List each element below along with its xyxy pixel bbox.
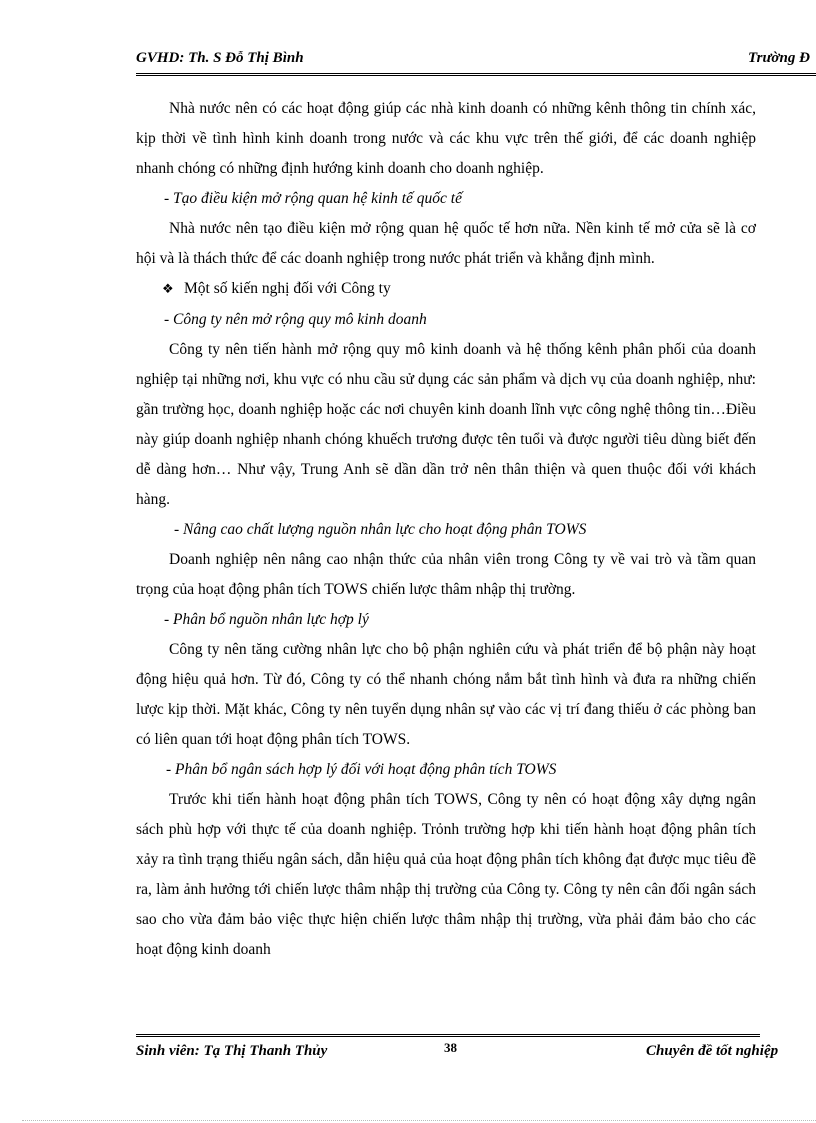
- subheading-budget: - Phân bổ ngân sách hợp lý đối với hoạt động phân tích TOWS: [166, 761, 557, 778]
- header-school: Trường Đ: [748, 50, 810, 66]
- page-body: [136, 94, 756, 965]
- footer-thesis-type: Chuyên đề tốt nghiệp: [646, 1043, 779, 1059]
- bullet-label: Một số kiến nghị đối với Công ty: [184, 280, 391, 297]
- paragraph-info-channels: Nhà nước nên có các hoạt động giúp các nhà kinh doanh có những kênh thông tin chính xác, kịp thời về tình hình kinh doanh trong nước và các khu vực trên thế giới, để các doanh nghiệp nhanh chóng có những định hướng kinh doanh cho doanh nghiệp.: [136, 100, 756, 177]
- paragraph-budget: Trước khi tiến hành hoạt động phân tích TOWS, Công ty nên có hoạt động xây dựng ngân sách phù hợp với thực tế của doanh nghiệp. Trỏnh trường hợp khi tiến hành hoạt động phân tích xảy ra tình trạng thiếu ngân sách, dẫn hiệu quả của hoạt động phân tích không đạt được mục tiêu đề ra, làm ảnh hưởng tới chiến lược thâm nhập thị trường của Công ty. Công ty nên cân đối ngân sách sao cho vừa đảm bảo việc thực hiện chiến lược thâm nhập thị trường, vừa phải đảm bảo cho các hoạt động kinh doanh: [136, 791, 756, 958]
- paragraph-allocate-staff: Công ty nên tăng cường nhân lực cho bộ phận nghiên cứu và phát triển để bộ phận này hoạt động hiệu quả hơn. Từ đó, Công ty có thể nhanh chóng nắm bắt tình hình và đưa ra những chiến lược kịp thời. Mặt khác, Công ty nên tuyển dụng nhân sự vào các vị trí đang thiếu ở các phòng ban có liên quan tới hoạt động phân tích TOWS.: [136, 641, 756, 748]
- paragraph-human-resources: Doanh nghiệp nên nâng cao nhận thức của nhân viên trong Công ty về vai trò và tầm quan trọng của hoạt động phân tích TOWS chiến lược thâm nhập thị trường.: [136, 551, 756, 598]
- page-number: 38: [444, 1040, 457, 1055]
- subheading-human-resources: - Nâng cao chất lượng nguồn nhân lực cho hoạt động phân TOWS: [174, 521, 587, 538]
- paragraph-international-relations: Nhà nước nên tạo điều kiện mở rộng quan hệ quốc tế hơn nữa. Nền kinh tế mở cửa sẽ là cơ hội và là thách thức để các doanh nghiệp trong nước phát triển và khẳng định mình.: [136, 220, 756, 267]
- page-edge-dotted-line: [22, 1120, 816, 1121]
- subheading-international-relations: - Tạo điều kiện mở rộng quan hệ kinh tế quốc tế: [164, 190, 462, 207]
- bullet-company-recommendations: [136, 274, 756, 305]
- footer-student: Sinh viên: Tạ Thị Thanh Thủy: [136, 1043, 328, 1059]
- paragraph-expand-scale: Công ty nên tiến hành mở rộng quy mô kinh doanh và hệ thống kênh phân phối của doanh nghiệp tại những nơi, khu vực có nhu cầu sử dụng các sản phẩm và dịch vụ của doanh nghiệp, như: gần trường học, doanh nghiệp hoặc các nơi chuyên kinh doanh lĩnh vực công nghệ thông tin…Điều này giúp doanh nghiệp nhanh chóng khuếch trương được tên tuổi và được người tiêu dùng biết đến dễ dàng hơn… Như vậy, Trung Anh sẽ dần dần trở nên thân thiện và quen thuộc đối với khách hàng.: [136, 341, 756, 508]
- subheading-expand-scale: - Công ty nên mở rộng quy mô kinh doanh: [164, 311, 427, 328]
- subheading-allocate-staff: - Phân bổ nguồn nhân lực hợp lý: [164, 611, 369, 628]
- header-divider: [136, 73, 816, 76]
- footer-divider: [136, 1034, 760, 1037]
- header-instructor: GVHD: Th. S Đỗ Thị Bình: [136, 50, 304, 66]
- diamond-bullet-icon: ❖: [162, 282, 174, 297]
